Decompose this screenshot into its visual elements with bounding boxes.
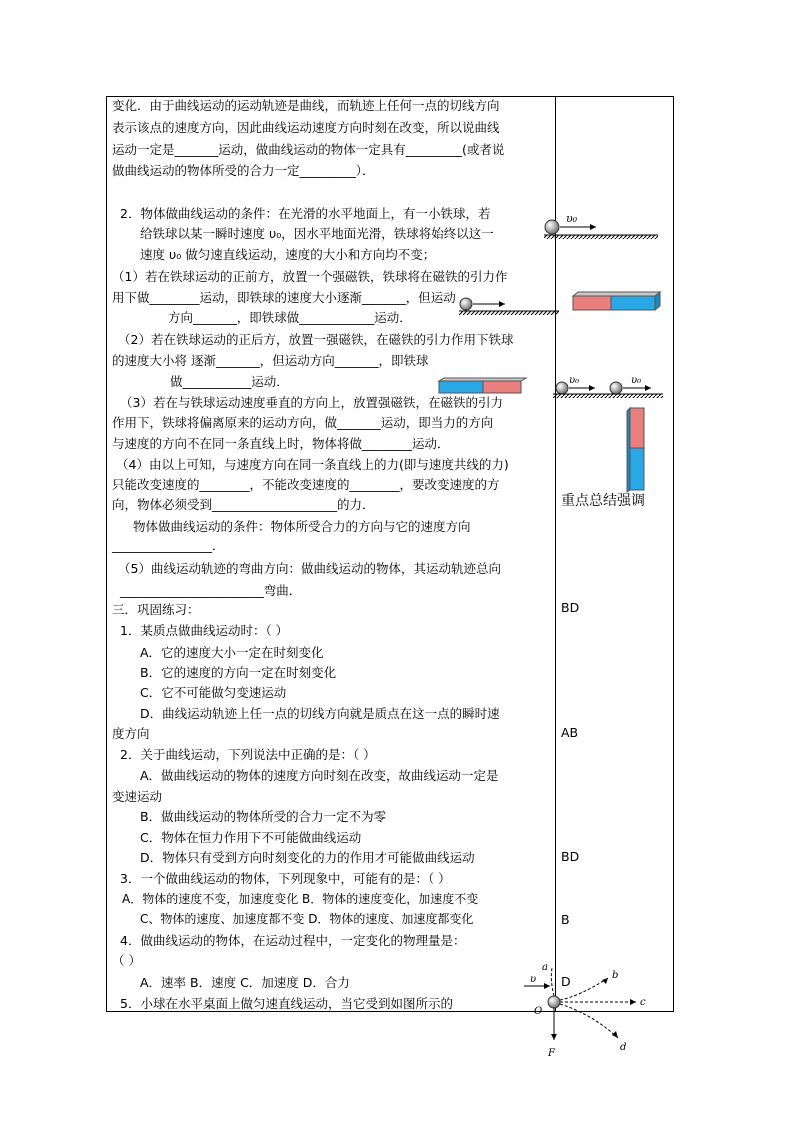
text-line: 2．物体做曲线运动的条件：在光滑的水平地面上，有一小铁球，若 [120,206,491,221]
answer: BD [561,849,580,864]
answer: BD [561,600,580,615]
option: C．物体在恒力作用下不可能做曲线运动 [140,830,362,845]
magnet-front-figure [455,287,665,321]
text-line: （1）若在铁球运动的正前方，放置一个强磁铁，铁球将在磁铁的引力作 [112,269,508,284]
text-line: _______________________弯曲． [120,583,302,598]
option: C、物体的速度、加速度都不变 D．物体的速度、加速度都变化 [140,912,474,926]
origin-label: O [534,1006,543,1017]
question-stem: 4．做曲线运动的物体，在运动过程中，一定变化的物理量是： [120,933,466,948]
v0-label: υ₀ [566,212,578,225]
option: A．物体的速度不变，加速度变化 B．物体的速度变化，加速度不变 [122,892,479,906]
question-stem: 2．关于曲线运动，下列说法中正确的是：（ ） [120,747,376,762]
text-line: 做___________运动． [170,374,289,389]
ball-ground-figure [540,210,660,244]
option: A．速率 B．速度 C．加速度 D．合力 [140,975,350,990]
text-line: ________________． [112,538,225,553]
trajectory-figure [520,960,670,1060]
question-stem: 5．小球在水平桌面上做匀速直线运动，当它受到如图所示的 [120,996,453,1011]
traj-label-a: a [542,962,548,973]
option: A．做曲线运动的物体的速度方向时刻在改变，故曲线运动一定是 [140,768,499,783]
option: D．曲线运动轨迹上任一点的切线方向就是质点在这一点的瞬时速 [140,706,500,721]
text-line: （2）若在铁球运动的正后方，放置一强磁铁，在磁铁的引力作用下铁球 [118,332,514,347]
text-line: （3）若在与铁球运动速度垂直的方向上，放置强磁铁，在磁铁的引力 [120,395,503,410]
option: B．它的速度的方向一定在时刻变化 [140,665,337,680]
option: B．做曲线运动的物体所受的合力一定不为零 [140,809,387,824]
text-line: 向，物体必须受到____________________的力． [112,497,375,512]
text-line: 物体做曲线运动的条件：物体所受合力的方向与它的速度方向 [133,519,471,534]
answer: B [561,912,570,927]
text-line: 的速度大小将 逐渐_______，但运动方向_______，即铁球 [112,353,429,368]
velocity-label: υ [530,974,537,985]
text-line: 作用下，铁球将偏离原来的运动方向，做_______运动，即当力的方向 [112,415,494,430]
question-stem: 1．某质点做曲线运动时：（ ） [120,623,289,638]
option: D．物体只有受到方向时刻变化的力的作用才可能做曲线运动 [140,850,475,865]
text-line: （4）由以上可知，与速度方向在同一条直线上的力(即与速度共线的力) [116,457,509,472]
traj-label-c: c [640,997,646,1008]
text-line: 表示该点的速度方向，因此曲线运动速度方向时刻在改变，所以说曲线 [112,120,500,135]
text-line: （5）曲线运动轨迹的弯曲方向：做曲线运动的物体，其运动轨迹总向 [118,561,501,576]
answer: AB [561,725,579,740]
option: A．它的速度大小一定在时刻变化 [140,645,324,660]
vertical-magnet-figure [626,406,648,494]
traj-label-b: b [612,970,619,981]
text-line: 与速度的方向不在同一条直线上时，物体将做________运动． [112,436,450,451]
text-line: 运动一定是_______运动，做曲线运动的物体一定具有_________(或者说 [112,142,505,157]
text-line: 给铁球以某一瞬时速度 υ₀，因水平地面光滑，铁球将始终以这一 [140,226,494,241]
answer: D [561,974,571,989]
v0-label: υ₀ [569,375,580,386]
section-heading: 三．巩固练习： [112,602,200,617]
option-cont: 度方向 [112,726,150,741]
question-stem-cont: （ ） [112,953,141,968]
text-line: 变化．由于曲线运动的运动轨迹是曲线，而轨迹上任何一点的切线方向 [112,98,500,113]
key-points-title: 重点总结强调 [561,493,645,509]
v0-label: υ₀ [631,375,642,386]
text-line: 速度 υ₀ 做匀速直线运动，速度的大小和方向均不变； [140,247,436,262]
option: C．它不可能做匀变速运动 [140,685,287,700]
text-line: 方向_______，即铁球做____________运动． [168,310,412,325]
force-label: F [548,1048,555,1059]
question-stem: 3．一个做曲线运动的物体，下列现象中，可能有的是：（ ） [120,871,451,886]
traj-label-d: d [620,1042,627,1053]
text-line: 用下做________运动，即铁球的速度大小逐渐_______，但运动 [112,290,456,305]
magnet-behind-figure [435,372,665,402]
text-line: 做曲线运动的物体所受的合力一定_________）． [112,163,375,178]
option-cont: 变速运动 [112,789,163,804]
text-line: 只能改变速度的________，不能改变速度的________，要改变速度的方 [112,477,500,492]
